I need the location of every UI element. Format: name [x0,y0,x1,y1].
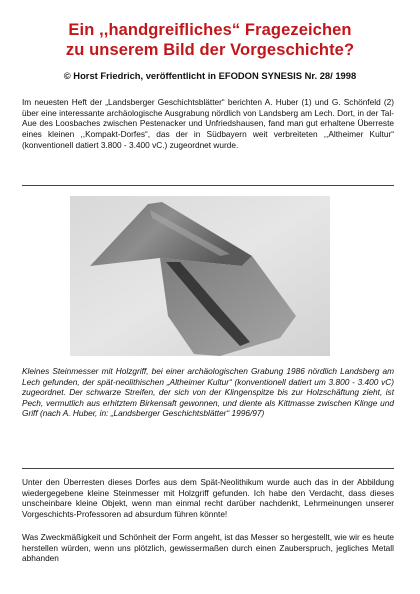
body-paragraph-2: Unter den Überresten dieses Dorfes aus dem Spät-Neolithikum wurde auch das in der Abbildung wiedergegebene kleine Steinmesser mit Holzgriff gefunden. Ich habe den Verdacht, dass dieses unscheinbare kleine Objekt, wenn man einmal recht darüber nachdenkt, Lehrmeinungen unserer Vorgeschichts-Professoren ad absurdum führen könnte! [22,477,394,520]
divider-bottom [22,468,394,469]
title-line-2: zu unserem Bild der Vorgeschichte? [65,41,355,59]
body-paragraph-3: Was Zweckmäßigkeit und Schönheit der Form angeht, ist das Messer so hergestellt, wie wir es heute herstellen würden, wenn uns plötzlich, gewissermaßen durch einen Zauberspruch, jegliches Metall abhanden [22,532,394,564]
intro-paragraph: Im neuesten Heft der „Landsberger Geschichtsblätter“ berichten A. Huber (1) und G. Schönfeld (2) über eine interessante archäologische Ausgrabung nördlich von Landsberg am Lech. Dort, in der Tal-Aue des Loosbaches zwischen Pestenacker und Unfriedshausen, fand man gut erhaltene Überreste eines kleinen ,,Kompakt-Dorfes“, das der in Südbayern weit verbreiteten ,,Altheimer Kultur“ (konventionell datiert 3.800 - 3.400 vC.) zugeordnet wurde. [22,97,394,150]
divider-top [22,185,394,186]
stone-knife-photo [70,196,330,356]
photo-caption: Kleines Steinmesser mit Holzgriff, bei einer archäologischen Grabung 1986 nördlich Landsberg am Lech gefunden, der spät-neolithischen „Altheimer Kultur“ (konventionell datiert um 3.800 - 3.400 vC) zugeordnet. Der schwarze Streifen, der sich von der Klingenspitze bis zur Holzschäftung zieht, ist Pech, vermutlich aus erhitztem Birkensaft gewonnen, und diente als Kittmasse zwischen Klinge und Griff (nach A. Huber, in: „Landsberger Geschichtsblätter“ 1996/97) [22,366,394,419]
title-line-1: Ein ,,handgreifliches“ Fragezeichen [68,21,352,39]
article-title [20,20,400,60]
author-byline: © Horst Friedrich, veröffentlicht in EFODON SYNESIS Nr. 28/ 1998 [63,70,357,81]
